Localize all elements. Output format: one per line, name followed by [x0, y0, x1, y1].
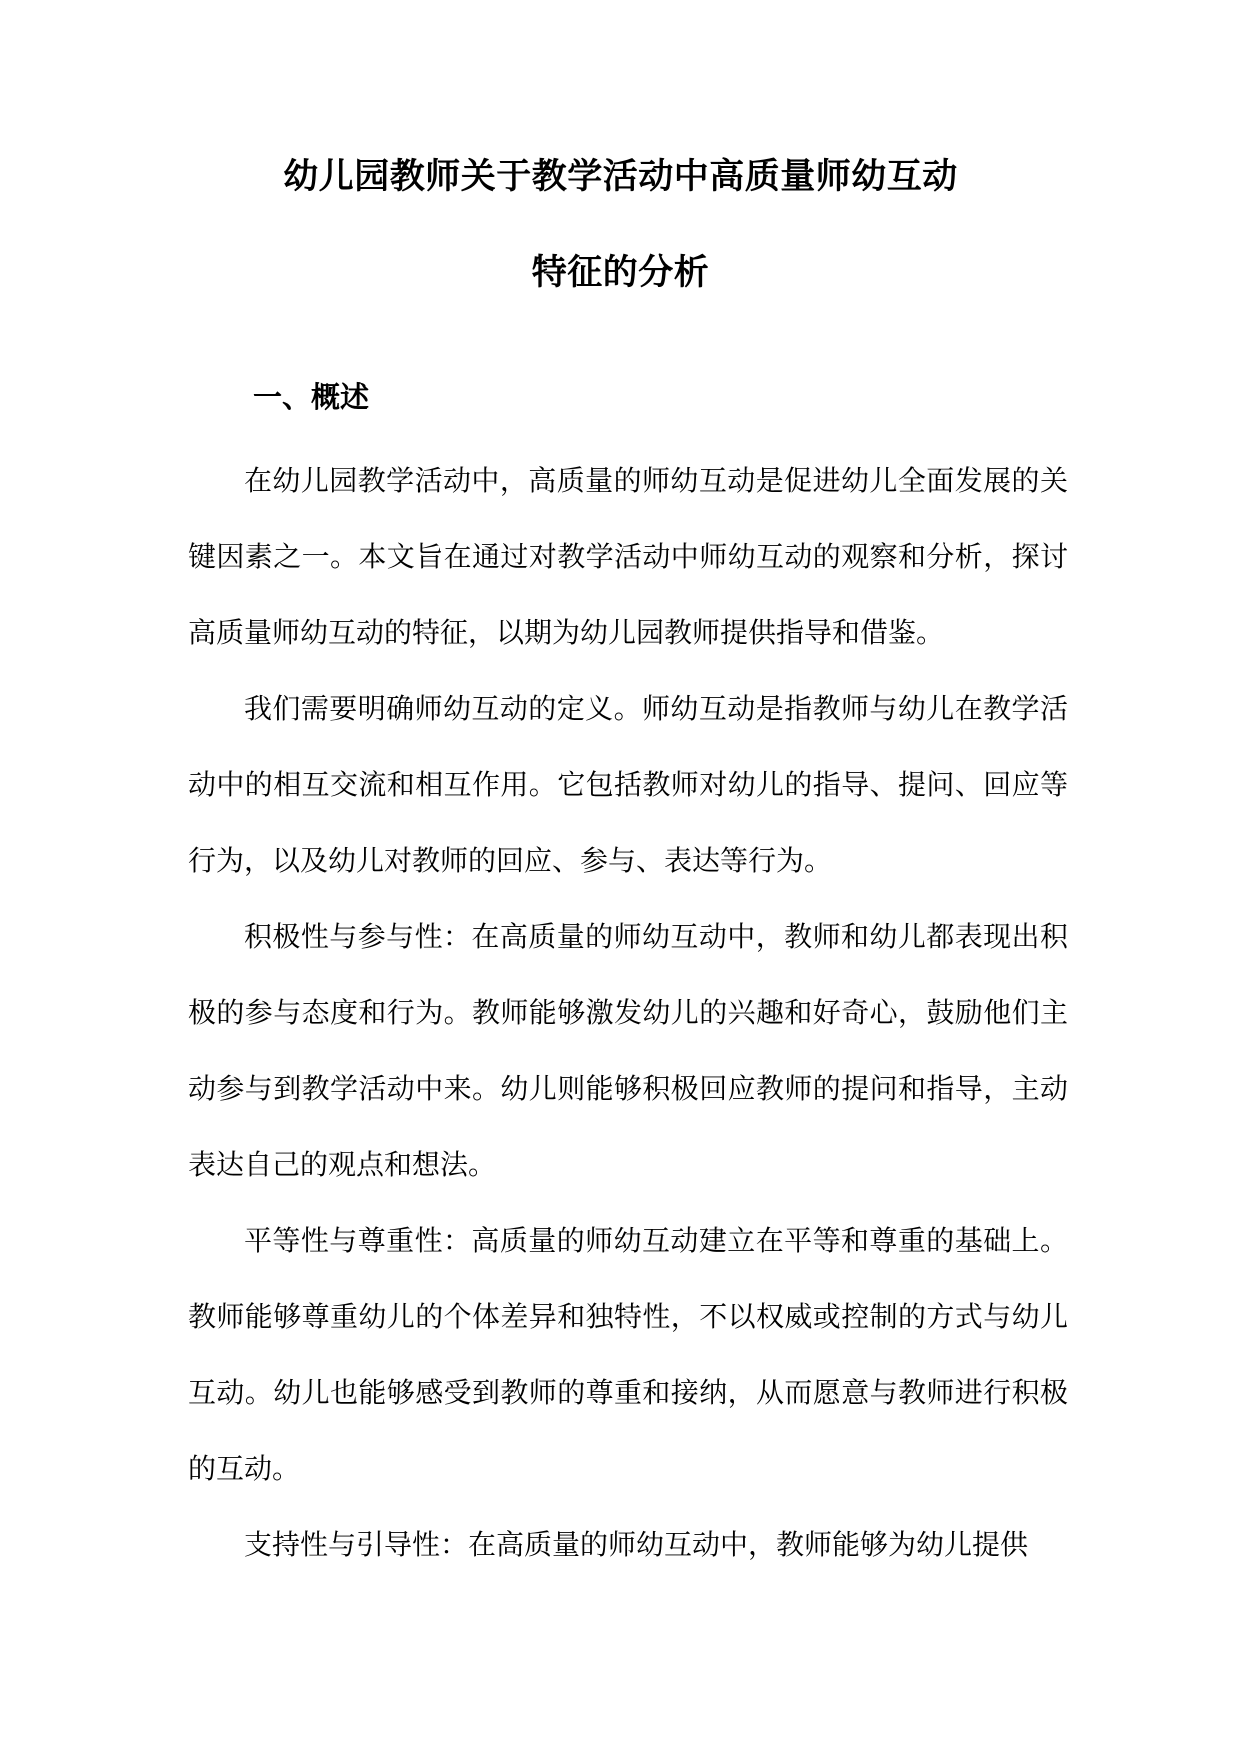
paragraph-initiative: 积极性与参与性：在高质量的师幼互动中，教师和幼儿都表现出积极的参与态度和行为。教师能够激发幼儿的兴趣和好奇心，鼓励他们主动参与到教学活动中来。幼儿则能够积极回应教师的提问和指导，主动表达自己的观点和想法。: [188, 920, 1068, 1181]
paragraph-intro: 在幼儿园教学活动中，高质量的师幼互动是促进幼儿全面发展的关键因素之一。本文旨在通过对教学活动中师幼互动的观察和分析，探讨高质量师幼互动的特征，以期为幼儿园教师提供指导和借鉴。: [188, 464, 1068, 649]
paragraph-definition: 我们需要明确师幼互动的定义。师幼互动是指教师与幼儿在教学活动中的相互交流和相互作用。它包括教师对幼儿的指导、提问、回应等行为，以及幼儿对教师的回应、参与、表达等行为。: [188, 692, 1068, 877]
paragraph-support: 支持性与引导性：在高质量的师幼互动中，教师能够为幼儿提供: [244, 1528, 1029, 1561]
paragraph-equality: 平等性与尊重性：高质量的师幼互动建立在平等和尊重的基础上。教师能够尊重幼儿的个体差异和独特性，不以权威或控制的方式与幼儿互动。幼儿也能够感受到教师的尊重和接纳，从而愿意与教师进行积极的互动。: [188, 1224, 1068, 1485]
section-heading: 一、概述: [253, 380, 370, 414]
document-title-line-1: 幼儿园教师关于教学活动中高质量师幼互动: [283, 157, 958, 197]
document-title-line-2: 特征的分析: [531, 253, 710, 293]
